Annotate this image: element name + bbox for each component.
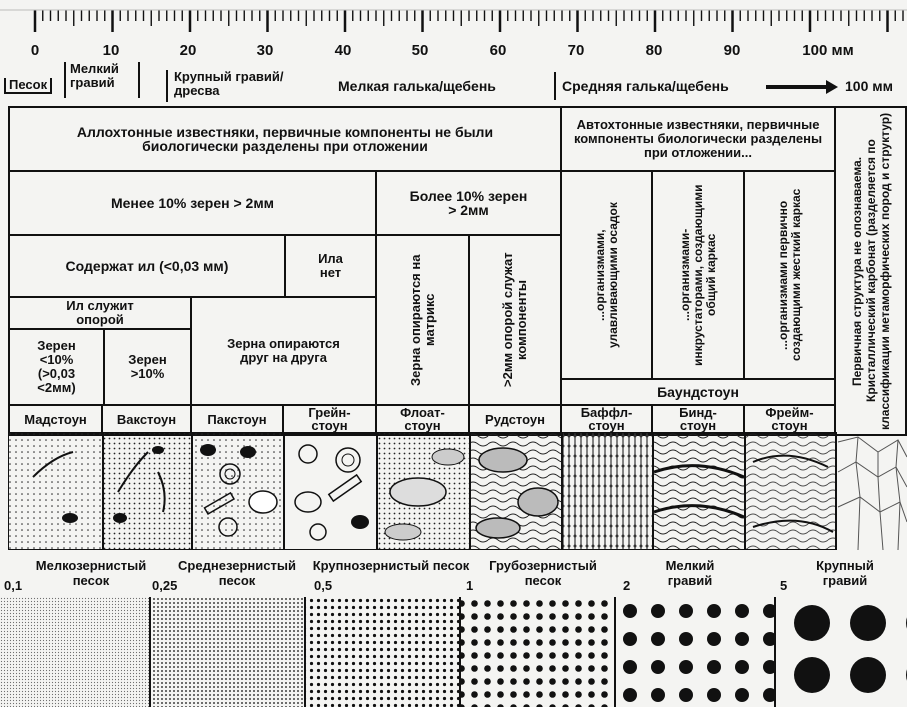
texture-illustrations <box>8 432 907 550</box>
cell-mud-support: Ил служит опорой <box>8 296 192 330</box>
size-label: Грубозернистый песок <box>489 558 597 588</box>
ruler-number: 40 <box>334 42 352 59</box>
cell-grains-more-10: Зерен >10% <box>103 328 192 406</box>
size-value: 1 <box>466 578 474 593</box>
ruler-number: 20 <box>179 42 197 59</box>
ruler-number: 0 <box>30 42 40 59</box>
grain-coarse-gravel: Крупный гравий/дресва <box>166 70 326 102</box>
cell-allochthonous: Аллохтонные известняки, первичные компоненты не были биологически разделены при отложении <box>8 106 562 172</box>
rock-name: Флоат-стоун <box>375 404 470 434</box>
ruler-number: 90 <box>723 42 741 59</box>
arrow-head-icon <box>826 80 838 94</box>
cell-bind-desc: ...организмами-инкрустаторами, создающими общий каркас <box>651 170 745 380</box>
rock-name: Грейн-стоун <box>282 404 377 434</box>
rock-name: Фрейм-стоун <box>743 404 836 434</box>
size-value: 0,5 <box>314 578 333 593</box>
rock-name: Рудстоун <box>468 404 562 434</box>
rock-name: Мадстоун <box>8 404 103 434</box>
cell-more-10: Более 10% зерен > 2мм <box>375 170 562 236</box>
grain-medium-pebble: Средняя галька/щебень <box>554 72 729 100</box>
cell-baffle-desc: ...организмами, улавливающими осадок <box>560 170 653 380</box>
ruler-number: 100 мм <box>802 42 854 59</box>
arrow-icon <box>766 85 828 89</box>
cell-recrystallized: Первичная структура не опознаваема. Кристаллический карбонат (разделяется по классификации метаморфических пород и структур) <box>834 106 907 436</box>
cell-frame-desc: ...организмами первично создающими жесткий каркас <box>743 170 836 380</box>
ruler-number: 60 <box>489 42 507 59</box>
rock-name: Бинд-стоун <box>651 404 745 434</box>
rock-name: Баффл-стоун <box>560 404 653 434</box>
grain-size-swatches <box>0 597 907 707</box>
cell-less-10: Менее 10% зерен > 2мм <box>8 170 377 236</box>
cell-boundstone: Баундстоун <box>560 378 836 406</box>
ruler-number: 50 <box>411 42 429 59</box>
ruler-number: 80 <box>645 42 663 59</box>
grain-fine-pebble: Мелкая галька/щебень <box>338 78 496 94</box>
ruler-number: 70 <box>567 42 585 59</box>
cell-no-mud: Ила нет <box>284 234 377 298</box>
size-label: Мелкозернистый песок <box>35 558 147 588</box>
size-value: 5 <box>780 578 788 593</box>
size-value: 0,1 <box>4 578 23 593</box>
rock-name: Вакстоун <box>101 404 192 434</box>
size-label: Мелкий гравий <box>665 558 715 588</box>
rock-name: Пакстоун <box>190 404 284 434</box>
cell-grains-less-10: Зерен <10% (>0,03 <2мм) <box>8 328 105 406</box>
size-value: 2 <box>623 578 631 593</box>
ruler-number: 10 <box>102 42 120 59</box>
ruler-number: 30 <box>256 42 274 59</box>
grain-sand: Песок <box>4 78 52 94</box>
cell-autochthonous: Автохтонные известняки, первичные компоненты биологически разделены при отложении... <box>560 106 836 172</box>
cell-grains-on-each-other: Зерна опираются друг на друга <box>190 296 377 406</box>
grain-fine-gravel: Мелкий гравий <box>64 62 140 98</box>
grain-medium-pebble-end: 100 мм <box>845 78 893 94</box>
size-value: 0,25 <box>152 578 178 593</box>
cell-grains-on-matrix: Зерна опираются на матрикс <box>375 234 470 406</box>
cell-contains-mud: Содержат ил (<0,03 мм) <box>8 234 286 298</box>
size-label: Крупнозернистый песок <box>312 558 470 573</box>
mm-ruler <box>0 0 907 42</box>
size-label: Среднезернистый песок <box>178 558 296 588</box>
cell-components-support: >2мм опорой служат компоненты <box>468 234 562 406</box>
size-label: Крупный гравий <box>816 558 874 588</box>
